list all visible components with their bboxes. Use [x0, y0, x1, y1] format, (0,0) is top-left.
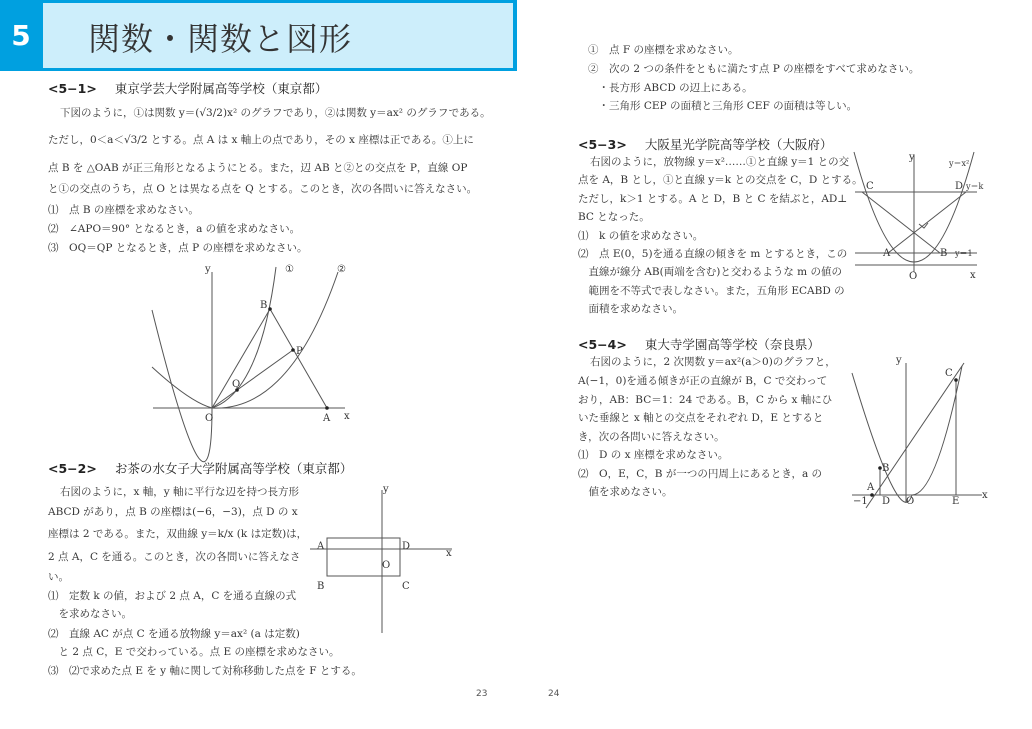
diagram-label-D: D	[402, 541, 411, 552]
diagram-label-y: y	[383, 484, 389, 495]
problem-5-4-line: き，次の各問いに答えなさい。	[578, 431, 725, 443]
problem-5-3-q2: ⑵ 点 E(0，5)を通る直線の傾きを m とするとき，この	[578, 248, 848, 260]
diagram-label-O: O	[205, 413, 214, 424]
diagram-label-B: B	[317, 581, 325, 592]
diagram-label-D: D	[882, 496, 891, 507]
problem-5-2-q1: ⑴ 定数 k の値，および 2 点 A，C を通る直線の式	[48, 590, 297, 602]
problem-id: <5−1>	[48, 81, 97, 96]
diagram-label-curve1: ①	[285, 264, 294, 275]
problem-5-1-q2: ⑵ ∠APO＝90° となるとき，a の値を求めなさい。	[48, 223, 301, 235]
problem-school: 東京学芸大学附属高等学校（東京都）	[114, 81, 328, 96]
problem-5-2-line: ABCD があり，点 B の座標は(−6，−3)，点 D の x	[48, 506, 298, 518]
problem-5-2-q3-2: ② 次の 2 つの条件をともに満たす点 P の座標をすべて求めなさい。	[588, 63, 920, 75]
diagram-label-B: B	[940, 248, 948, 259]
chapter-number: 5	[11, 19, 31, 52]
problem-5-4-q2: ⑵ O，E，C，B が一つの円周上にあるとき，a の	[578, 468, 823, 480]
diagram-label-C: C	[402, 581, 410, 592]
problem-5-4-line: 右図のように，2 次関数 y＝ax²(a＞0)のグラフと，	[590, 356, 836, 368]
problem-5-4-line: いた垂線と x 軸との交点をそれぞれ D，E とすると	[578, 412, 824, 424]
problem-5-4-heading	[578, 335, 820, 353]
problem-5-2-line: と 2 点 C，E で交わっている。点 E の座標を求めなさい。	[48, 646, 340, 658]
problem-id: <5−2>	[48, 461, 97, 476]
diagram-label-y: y	[909, 152, 915, 163]
problem-5-1-q1: ⑴ 点 B の座標を求めなさい。	[48, 204, 199, 216]
problem-5-2-q2: ⑵ 直線 AC が点 C を通る放物線 y＝ax² (a は定数)	[48, 628, 300, 640]
diagram-label-A: A	[867, 482, 875, 493]
diagram-label-y: y	[896, 355, 902, 366]
problem-5-1-line: ただし，0＜a＜√3/2 とする。点 A は x 軸上の点であり，その x 座標は正である。①上に	[48, 134, 474, 146]
diagram-label-x: x	[982, 490, 988, 501]
diagram-label-x: x	[344, 411, 350, 422]
problem-5-1-diagram	[150, 262, 360, 427]
diagram-label-x: x	[970, 270, 976, 281]
diagram-label-C: C	[945, 368, 953, 379]
diagram-label-B: B	[882, 463, 890, 474]
problem-5-2-line: 右図のように，x 軸，y 軸に平行な辺を持つ長方形	[60, 486, 300, 498]
problem-5-3-line: 直線が線分 AB(両端を含む)と交わるような m の値の	[578, 266, 842, 278]
diagram-label-line-k: y＝k	[966, 182, 984, 191]
problem-5-2-condition-2: ・三角形 CEP の面積と三角形 CEF の面積は等しい。	[588, 100, 858, 112]
problem-school: 東大寺学園高等学校（奈良県）	[644, 337, 820, 352]
problem-5-1-line: と①の交点のうち，点 O とは異なる点を Q とする。このとき，次の各問いに答えなさい。	[48, 183, 478, 195]
diagram-label-A: A	[323, 413, 331, 424]
diagram-label-A: A	[317, 541, 325, 552]
diagram-label-line-1: y＝1	[955, 249, 973, 258]
problem-5-4-line: おり，AB：BC＝1：24 である。B，C から x 軸にひ	[578, 394, 833, 406]
diagram-label-O: O	[906, 496, 915, 507]
page-number-right: 24	[548, 689, 560, 699]
diagram-label-D: D	[955, 181, 964, 192]
problem-id: <5−3>	[578, 137, 627, 152]
problem-5-3-line: 面積を求めなさい。	[578, 303, 683, 315]
problem-5-1-heading	[48, 79, 327, 97]
problem-5-2-heading	[48, 459, 352, 477]
diagram-label-Q: Q	[232, 379, 241, 390]
diagram-label-B: B	[260, 300, 268, 311]
page-number-left: 23	[476, 689, 488, 699]
problem-5-2-line: 2 点 A，C を通る。このとき，次の各問いに答えなさ	[48, 551, 301, 563]
problem-5-3-heading	[578, 135, 832, 153]
problem-id: <5−4>	[578, 337, 627, 352]
diagram-label-P: P	[296, 346, 303, 357]
problem-5-3-line: 右図のように，放物線 y＝x²……①と直線 y＝1 との交	[590, 156, 850, 168]
problem-5-1-line: 点 B を △OAB が正三角形となるようにとる。また，辺 AB と②との交点を P，直線 OP	[48, 162, 468, 174]
problem-5-2-line: い。	[48, 571, 69, 583]
problem-5-3-q1: ⑴ k の値を求めなさい。	[578, 230, 704, 242]
problem-5-3-line: BC となった。	[578, 211, 650, 223]
problem-school: お茶の水女子大学附属高等学校（東京都）	[114, 461, 353, 476]
problem-5-2-q3: ⑶ ⑵で求めた点 E を y 軸に関して対称移動した点を F とする。	[48, 665, 362, 677]
problem-5-3-line: ただし，k＞1 とする。A と D，B と C を結ぶと，AD⊥	[578, 193, 848, 205]
chapter-title: 関数・関数と図形	[88, 20, 353, 58]
problem-5-1-q3: ⑶ OQ＝QP となるとき，点 P の座標を求めなさい。	[48, 242, 308, 254]
problem-5-2-line: 座標は 2 である。また，双曲線 y＝k/x (k は定数)は，	[48, 528, 308, 540]
diagram-label-A: A	[883, 248, 891, 259]
diagram-label-O: O	[909, 271, 918, 282]
diagram-label-minus-one: −1	[853, 496, 868, 507]
diagram-label-parabola: y＝x²	[949, 159, 970, 168]
problem-5-1-line: 下図のように，①は関数 y＝(√3/2)x² のグラフであり，②は関数 y＝ax² のグラフである。	[60, 107, 491, 119]
problem-school: 大阪星光学院高等学校（大阪府）	[644, 137, 833, 152]
diagram-label-C: C	[866, 181, 874, 192]
problem-5-4-line: A(−1，0)を通る傾きが正の直線が B，C で交わって	[578, 375, 828, 387]
problem-5-2-q3-1: ① 点 F の座標を求めなさい。	[588, 44, 739, 56]
problem-5-2-condition-1: ・長方形 ABCD の辺上にある。	[588, 82, 753, 94]
diagram-label-E: E	[952, 496, 960, 507]
diagram-label-x: x	[446, 548, 452, 559]
problem-5-4-line: 値を求めなさい。	[578, 486, 673, 498]
problem-5-4-q1: ⑴ D の x 座標を求めなさい。	[578, 449, 729, 461]
diagram-label-curve2: ②	[337, 264, 346, 275]
diagram-label-y: y	[205, 264, 211, 275]
problem-5-3-line: 範囲を不等式で表しなさい。また，五角形 ECABD の	[578, 285, 845, 297]
problem-5-3-line: 点を A，B とし，①と直線 y＝k との交点を C，D とする。	[578, 174, 863, 186]
problem-5-2-line: を求めなさい。	[48, 608, 132, 620]
diagram-label-O: O	[382, 560, 391, 571]
